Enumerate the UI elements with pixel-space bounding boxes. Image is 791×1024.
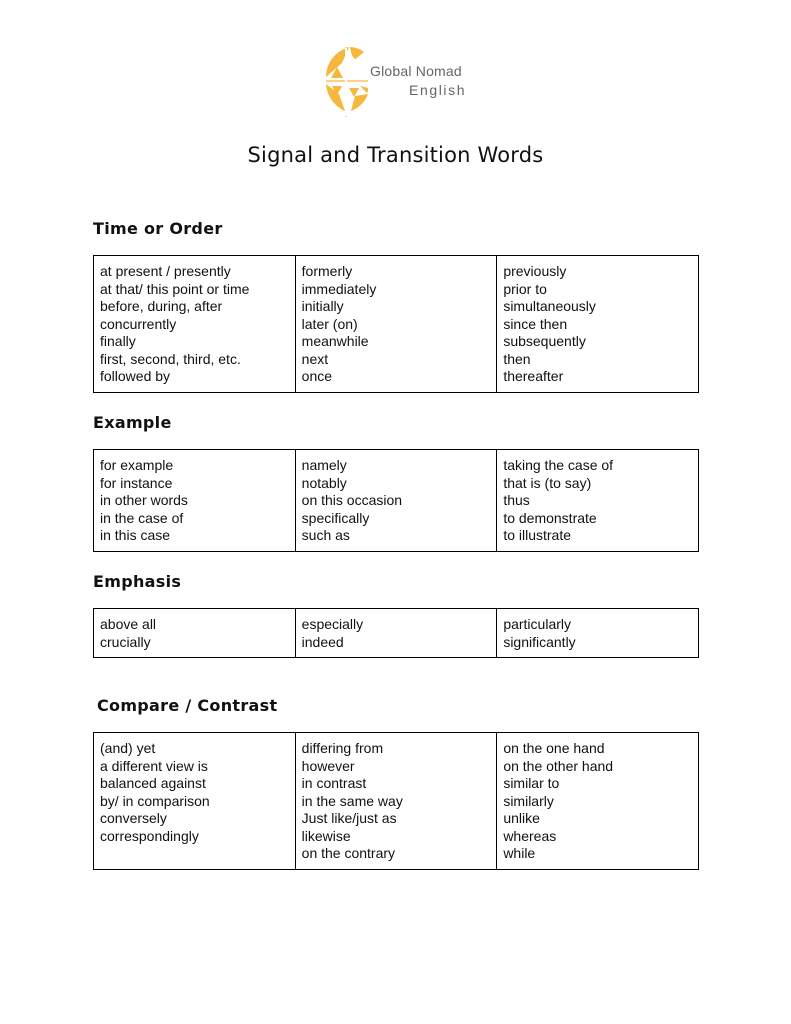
table-row	[94, 733, 699, 870]
list-item: previously	[503, 263, 567, 279]
table-cell	[94, 609, 296, 658]
list-item: taking the case of	[503, 457, 614, 473]
list-item: in this case	[100, 527, 171, 543]
list-item: concurrently	[100, 315, 177, 332]
table-cell	[295, 733, 497, 870]
compass-logo-icon	[323, 44, 369, 120]
table-cell	[497, 609, 699, 658]
list-item: correspondingly	[100, 827, 199, 844]
list-item: on this occasion	[301, 492, 403, 508]
list-item: followed by	[100, 368, 171, 384]
list-item: to illustrate	[503, 527, 572, 543]
table-cell	[295, 256, 497, 393]
list-item: Just like/just as	[301, 810, 397, 826]
example-table	[93, 449, 699, 552]
list-item: thereafter	[503, 368, 564, 384]
emphasis-table	[93, 608, 699, 658]
list-item: such as	[301, 527, 350, 543]
page-title: Signal and Transition Words	[247, 143, 544, 167]
table-cell	[295, 609, 497, 658]
list-item: on the contrary	[301, 845, 396, 861]
list-item: significantly	[503, 633, 576, 650]
list-item: differing from	[301, 740, 384, 756]
list-item: first, second, third, etc.	[100, 350, 241, 367]
list-item: subsequently	[503, 333, 586, 349]
list-item: before, during, after	[100, 298, 223, 314]
table-cell	[94, 733, 296, 870]
list-item: conversely	[100, 810, 167, 826]
list-item: specifically	[301, 509, 370, 526]
list-item: whereas	[503, 827, 557, 844]
section-heading-compare-contrast: Compare / Contrast	[97, 696, 278, 715]
list-item: at present / presently	[100, 263, 231, 279]
list-item: while	[503, 845, 536, 861]
list-item: since then	[503, 315, 568, 332]
list-item: however	[301, 757, 355, 774]
list-item: especially	[301, 616, 364, 632]
list-item: then	[503, 350, 531, 367]
list-item: balanced against	[100, 775, 206, 791]
section-heading-emphasis: Emphasis	[93, 572, 182, 591]
list-item: that is (to say)	[503, 474, 592, 491]
list-item: simultaneously	[503, 298, 596, 314]
list-item: prior to	[503, 280, 547, 297]
list-item: initially	[301, 298, 344, 314]
list-item: for instance	[100, 474, 173, 491]
list-item: above all	[100, 616, 157, 632]
table-cell	[497, 256, 699, 393]
table-row	[94, 256, 699, 393]
list-item: finally	[100, 333, 136, 349]
list-item: likewise	[301, 827, 351, 844]
list-item: in contrast	[301, 775, 367, 791]
list-item: to demonstrate	[503, 509, 597, 526]
list-item: on the other hand	[503, 757, 614, 774]
list-item: later (on)	[301, 315, 358, 332]
list-item: crucially	[100, 633, 151, 650]
list-item: once	[301, 368, 333, 384]
compare-contrast-table	[93, 732, 699, 870]
brand-logo	[323, 44, 483, 120]
list-item: for example	[100, 457, 174, 473]
list-item: a different view is	[100, 757, 208, 774]
list-item: similarly	[503, 792, 554, 809]
table-cell	[94, 450, 296, 552]
list-item: immediately	[301, 280, 377, 297]
list-item: next	[301, 350, 329, 367]
list-item: at that/ this point or time	[100, 280, 250, 297]
table-cell	[94, 256, 296, 393]
list-item: particularly	[503, 616, 572, 632]
table-cell	[497, 450, 699, 552]
list-item: similar to	[503, 775, 560, 791]
logo-text-line2: English	[409, 82, 467, 98]
table-row	[94, 450, 699, 552]
list-item: (and) yet	[100, 740, 156, 756]
list-item: indeed	[301, 633, 344, 650]
section-heading-example: Example	[93, 413, 172, 432]
list-item: on the one hand	[503, 740, 605, 756]
logo-text-line1: Global Nomad	[370, 63, 462, 79]
section-heading-time-order: Time or Order	[93, 219, 223, 238]
list-item: in other words	[100, 492, 188, 508]
list-item: formerly	[301, 263, 353, 279]
list-item: by/ in comparison	[100, 792, 210, 809]
list-item: in the same way	[301, 792, 403, 809]
list-item: namely	[301, 457, 347, 473]
table-cell	[295, 450, 497, 552]
table-cell	[497, 733, 699, 870]
list-item: meanwhile	[301, 333, 369, 349]
list-item: in the case of	[100, 509, 184, 526]
table-row	[94, 609, 699, 658]
list-item: thus	[503, 492, 530, 508]
time-order-table	[93, 255, 699, 393]
list-item: unlike	[503, 810, 540, 826]
list-item: notably	[301, 474, 347, 491]
